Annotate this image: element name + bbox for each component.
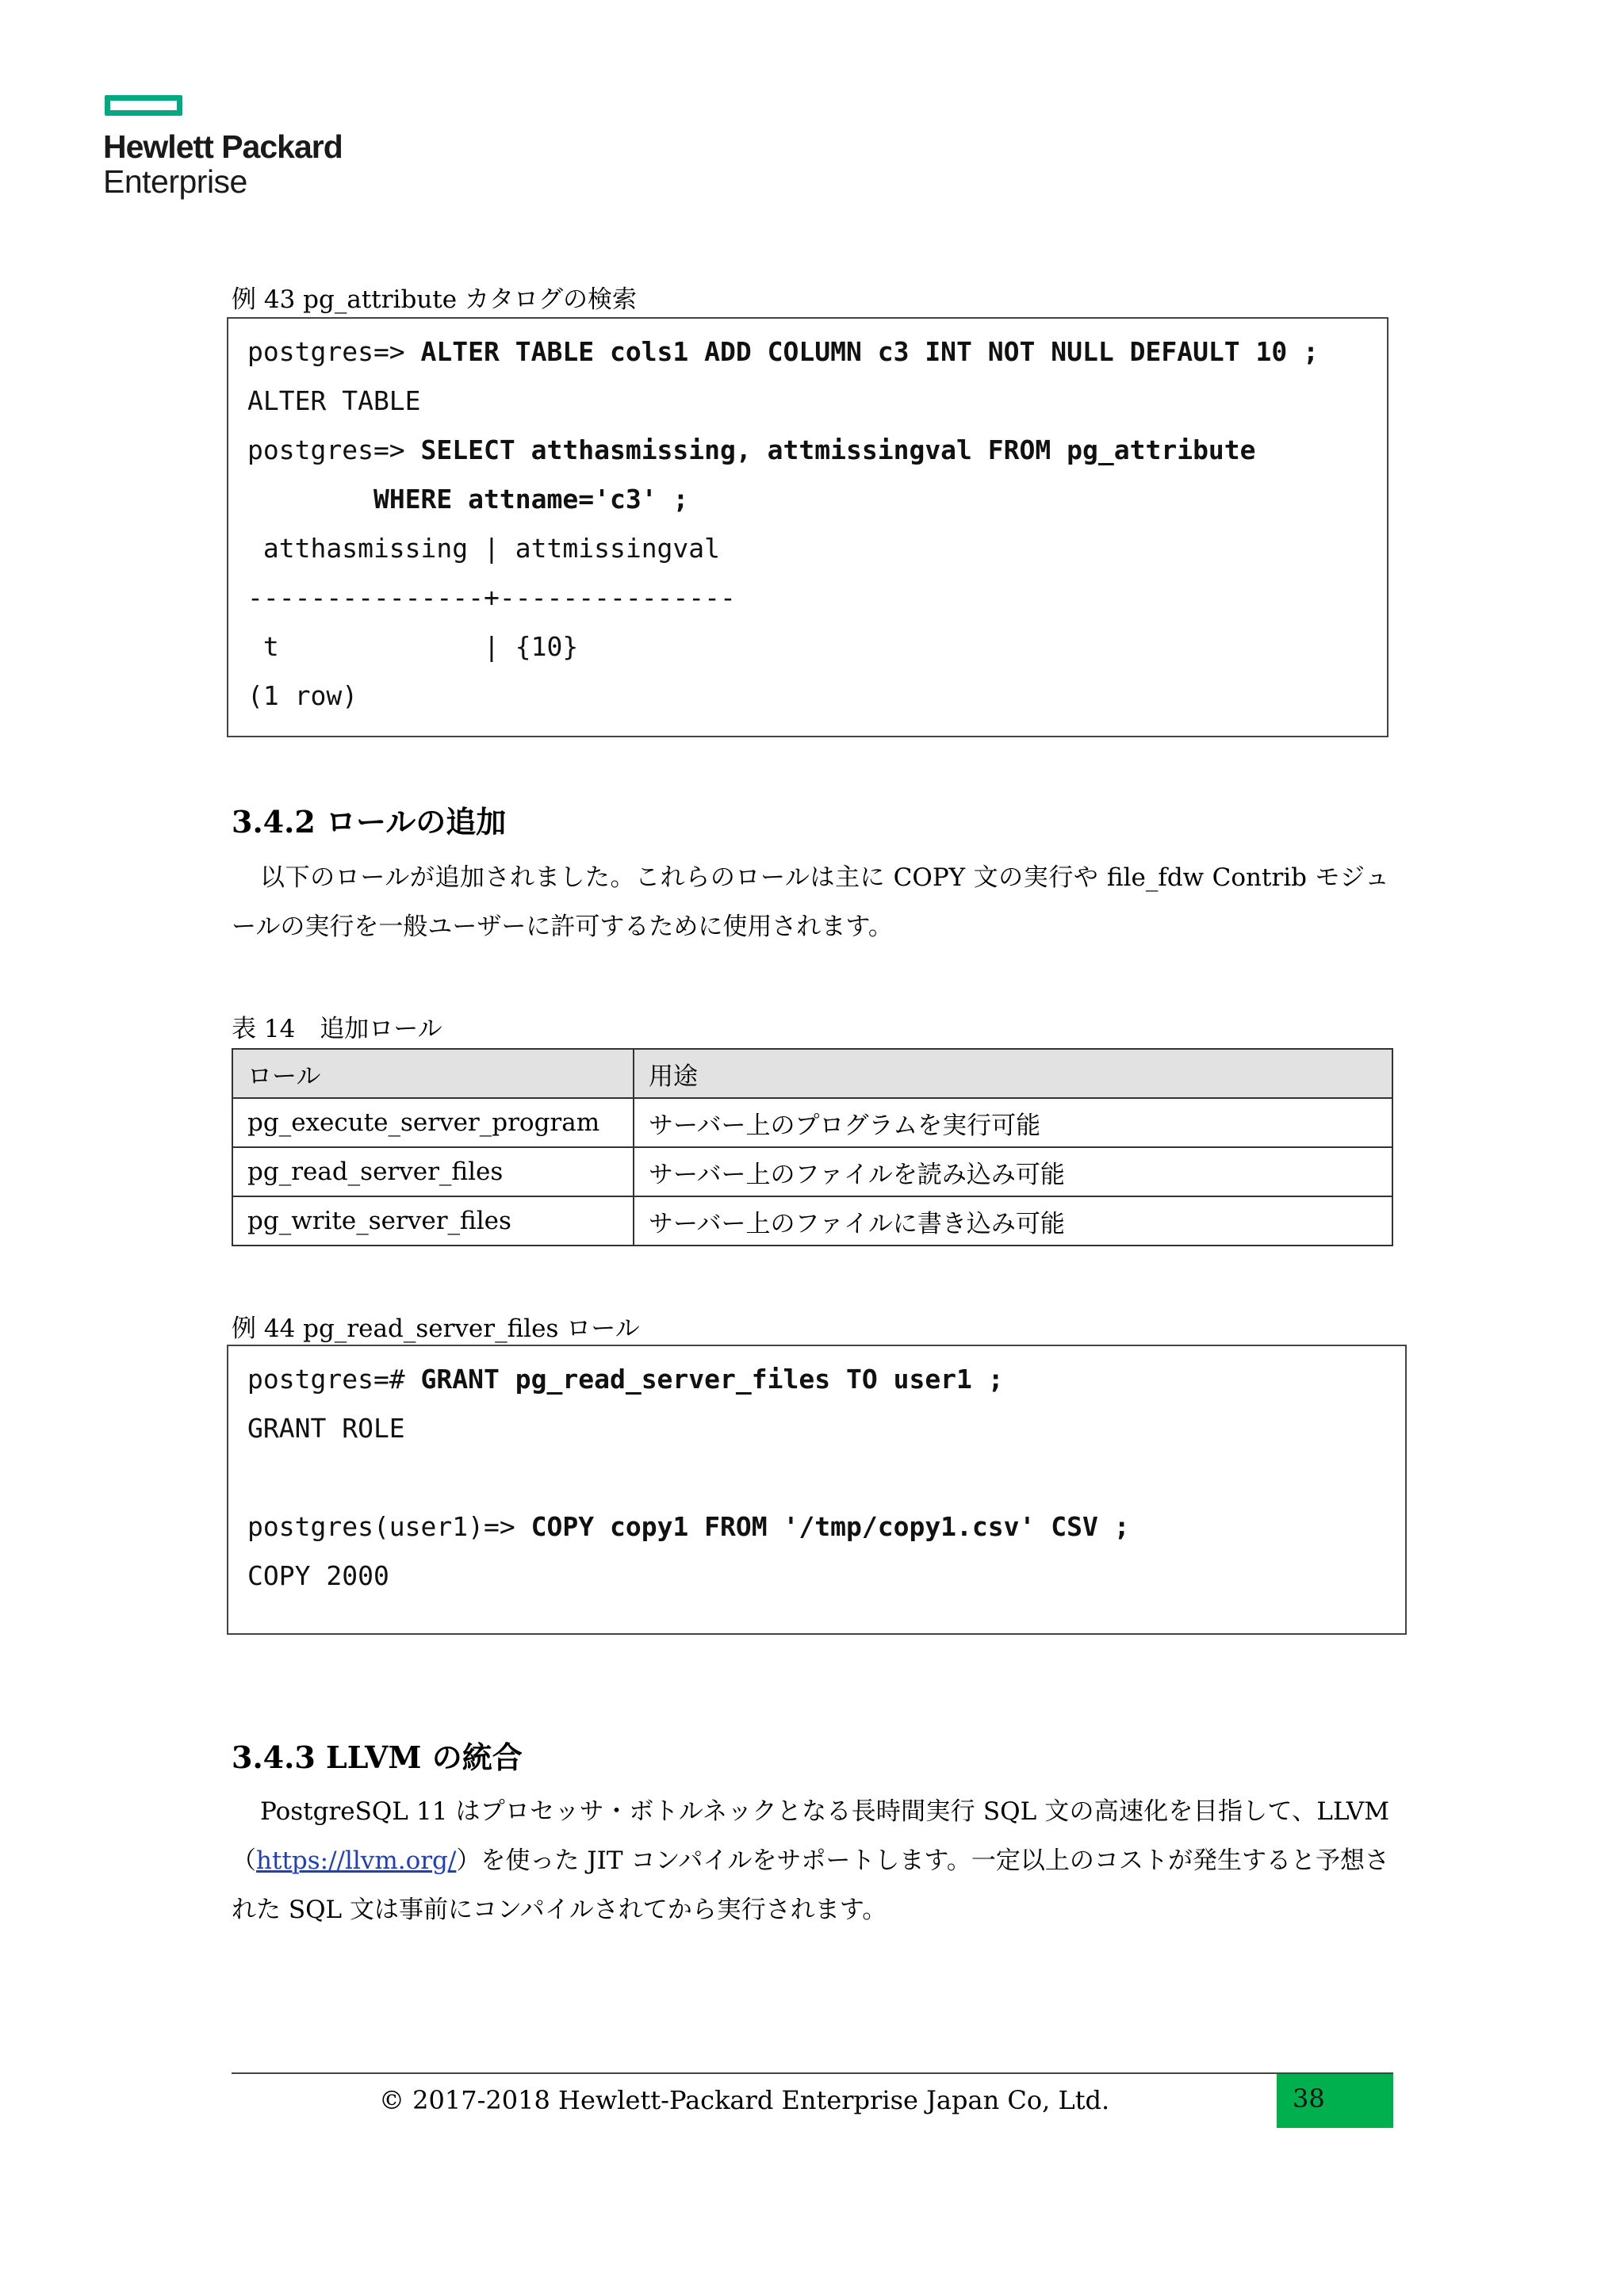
code-block-example-43: [227, 317, 1388, 737]
roles-table: [232, 1048, 1393, 1246]
code-line: postgres=> SELECT atthasmissing, attmissingval FROM pg_attribute: [247, 434, 1256, 465]
logo-text-line2: Enterprise: [103, 163, 247, 200]
code-line: COPY 2000: [247, 1560, 389, 1591]
page-number: 38: [1277, 2074, 1393, 2128]
table-header-cell: 用途: [634, 1049, 1392, 1098]
table-header-row: [232, 1049, 1392, 1098]
table-cell: サーバー上のプログラムを実行可能: [634, 1098, 1392, 1147]
section-heading-3-4-2: 3.4.2 ロールの追加: [232, 804, 507, 840]
table-row: [232, 1196, 1392, 1246]
code-line: postgres(user1)=> COPY copy1 FROM '/tmp/copy1.csv' CSV ;: [247, 1511, 1130, 1542]
code-line: postgres=> ALTER TABLE cols1 ADD COLUMN c3 INT NOT NULL DEFAULT 10 ;: [247, 336, 1320, 367]
code-line: (1 row): [247, 680, 358, 711]
code-block-example-44: [227, 1345, 1407, 1635]
paragraph-text: PostgreSQL 11 はプロセッサ・ボトルネックとなる長時間実行 SQL 文の高速化を目指して、LLVM（: [232, 1797, 1389, 1875]
table-row: [232, 1147, 1392, 1196]
code-line: WHERE attname='c3' ;: [373, 484, 689, 515]
hpe-logo-mark: [105, 95, 182, 116]
footer-rule: [232, 2072, 1393, 2074]
table-14-caption: 表 14 追加ロール: [232, 1015, 442, 1043]
code-line: atthasmissing | attmissingval: [247, 533, 721, 564]
paragraph-text: ）を使った JIT コンパイルをサポートします。一定以上のコストが発生すると予想された SQL 文は事前にコンパイルされてから実行されます。: [232, 1846, 1390, 1924]
table-header-cell: ロール: [232, 1049, 634, 1098]
table-cell: pg_read_server_files: [232, 1147, 634, 1196]
example-44-caption: 例 44 pg_read_server_files ロール: [232, 1314, 640, 1343]
section-3-4-2-paragraph: 以下のロールが追加されました。これらのロールは主に COPY 文の実行や file_fdw Contrib モジュールの実行を一般ユーザーに許可するために使用されます。: [232, 863, 1389, 941]
table-row: [232, 1098, 1392, 1147]
logo-text-line1: Hewlett Packard: [103, 128, 343, 165]
footer-copyright: © 2017-2018 Hewlett-Packard Enterprise Japan Co, Ltd.: [379, 2085, 1110, 2115]
code-line: postgres=# GRANT pg_read_server_files TO user1 ;: [247, 1364, 1004, 1395]
table-cell: サーバー上のファイルを読み込み可能: [634, 1147, 1392, 1196]
code-line: ---------------+---------------: [247, 582, 736, 613]
section-3-4-3-paragraph: [232, 1787, 1389, 1934]
table-cell: pg_write_server_files: [232, 1196, 634, 1246]
table-cell: pg_execute_server_program: [232, 1098, 634, 1147]
example-43-caption: 例 43 pg_attribute カタログの検索: [232, 285, 637, 314]
table-cell: サーバー上のファイルに書き込み可能: [634, 1196, 1392, 1246]
code-line: ALTER TABLE: [247, 385, 421, 416]
code-line: GRANT ROLE: [247, 1413, 405, 1444]
llvm-link[interactable]: https://llvm.org/: [256, 1846, 457, 1875]
section-heading-3-4-3: 3.4.3 LLVM の統合: [232, 1739, 523, 1775]
code-line: t | {10}: [247, 631, 579, 662]
